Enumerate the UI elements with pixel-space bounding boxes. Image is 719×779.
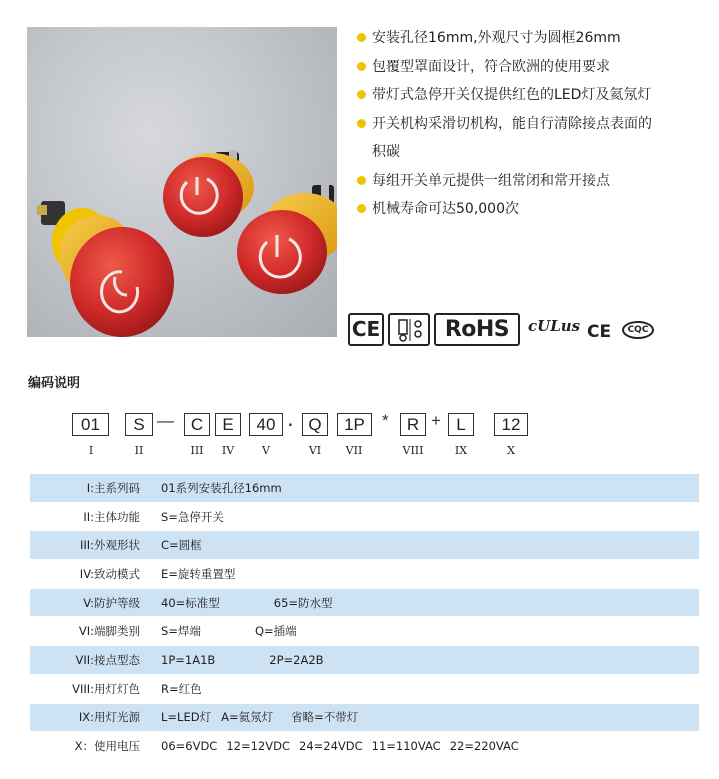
- roman-numeral: VIII: [402, 444, 424, 457]
- roman-numeral: III: [190, 444, 204, 457]
- row-value: [153, 674, 699, 703]
- value-item: E=旋转重置型: [161, 566, 236, 581]
- roman-numeral: I: [88, 444, 94, 457]
- bullet-icon: [357, 204, 366, 213]
- row-value: [153, 560, 699, 589]
- value-item: Q=插端: [254, 624, 297, 639]
- row-label: I:主系列码: [30, 474, 153, 502]
- feature-list: [356, 24, 716, 224]
- table-row: [30, 588, 699, 617]
- code-box: S: [125, 413, 153, 436]
- code-box: 01: [72, 413, 109, 436]
- row-value: [153, 646, 699, 675]
- row-value: [153, 703, 699, 732]
- code-box: 1P: [337, 413, 372, 436]
- feature-item: 每组开关单元提供一组常闭和常开接点: [356, 167, 716, 196]
- code-separator: *: [382, 411, 389, 430]
- code-separator: —: [157, 411, 174, 430]
- table-row: [30, 560, 699, 589]
- table-row: [30, 617, 699, 646]
- table-row: [30, 732, 699, 761]
- value-item: 22=220VAC: [449, 739, 519, 754]
- row-value: [153, 502, 699, 531]
- row-value: [153, 732, 699, 761]
- value-item: 2P=2A2B: [269, 652, 324, 667]
- bullet-icon: [357, 62, 366, 71]
- code-box: Q: [302, 413, 328, 436]
- value-item: S=急停开关: [161, 509, 224, 524]
- table-row: [30, 502, 699, 531]
- feature-item: 机械寿命可达50,000次: [356, 195, 716, 224]
- feature-item: 开关机构采滑切机构，能自行清除接点表面的 积碳: [356, 110, 716, 167]
- roman-numeral: II: [134, 444, 144, 457]
- row-value: [153, 588, 699, 617]
- table-row: [30, 674, 699, 703]
- feature-item: 带灯式急停开关仅提供红色的LED灯及氦氖灯: [356, 81, 716, 110]
- row-value: [153, 617, 699, 646]
- bullet-icon: [357, 90, 366, 99]
- code-separator: .: [288, 411, 293, 430]
- row-label: III:外观形状: [30, 531, 153, 560]
- value-item: 11=110VAC: [371, 739, 441, 754]
- feature-item: 包覆型罩面设计，符合欧洲的使用要求: [356, 53, 716, 82]
- value-item: S=焊端: [161, 624, 201, 639]
- bullet-icon: [357, 119, 366, 128]
- section-title: 编码说明: [28, 376, 81, 391]
- row-label: II:主体功能: [30, 502, 153, 531]
- code-box: R: [400, 413, 426, 436]
- code-separator: +: [431, 411, 441, 430]
- value-item: C=圆框: [161, 538, 202, 553]
- code-box: E: [215, 413, 241, 436]
- row-value: [153, 531, 699, 560]
- row-label: V:防护等级: [30, 588, 153, 617]
- roman-numeral: VII: [345, 444, 363, 457]
- button-back: [163, 150, 254, 237]
- roman-numeral: V: [262, 444, 270, 457]
- roman-numeral: IX: [454, 444, 468, 457]
- value-item: 12=12VDC: [226, 739, 290, 754]
- row-label: VII:接点型态: [30, 646, 153, 675]
- row-value: [153, 474, 699, 502]
- row-label: IX:用灯光源: [30, 703, 153, 732]
- row-label: X：使用电压: [30, 732, 153, 761]
- table-row: [30, 531, 699, 560]
- ce-mark: CE: [587, 322, 612, 342]
- value-item: 06=6VDC: [161, 739, 218, 754]
- table-row: [30, 646, 699, 675]
- roman-numeral: X: [507, 444, 515, 457]
- code-box: L: [448, 413, 474, 436]
- cqc-logo: CQC: [622, 321, 654, 339]
- button-left: [37, 201, 174, 337]
- table-row: [30, 474, 699, 502]
- row-label: VIII:用灯灯色: [30, 674, 153, 703]
- value-item: 24=24VDC: [299, 739, 363, 754]
- value-item: R=红色: [161, 681, 202, 696]
- roman-numeral: VI: [308, 444, 322, 457]
- button-right: [237, 183, 337, 294]
- rohs-logo: RoHS: [434, 313, 520, 346]
- value-item: A=氦氖灯: [221, 710, 274, 725]
- row-label: VI:端脚类别: [30, 617, 153, 646]
- bullet-icon: [357, 176, 366, 185]
- tuv-logo: [388, 313, 430, 346]
- value-item: 01系列安装孔径16mm: [161, 480, 282, 495]
- code-box: C: [184, 413, 210, 436]
- value-item: L=LED灯: [161, 710, 212, 725]
- bullet-icon: [357, 33, 366, 42]
- code-spec-table: [30, 474, 699, 761]
- ul-logo: cULus: [528, 317, 581, 335]
- value-item: 40=标准型: [161, 595, 220, 610]
- value-item: 65=防水型: [273, 595, 333, 610]
- code-box: 12: [494, 413, 528, 436]
- ce-logo: CE: [348, 313, 384, 346]
- product-photo: [27, 27, 337, 337]
- value-item: 1P=1A1B: [161, 652, 216, 667]
- code-box: 40: [249, 413, 283, 436]
- feature-item: 安装孔径16mm,外观尺寸为圆框26mm: [356, 24, 716, 53]
- roman-numeral: IV: [221, 444, 235, 457]
- emergency-stop-buttons-illustration: [27, 27, 337, 337]
- table-row: [30, 703, 699, 732]
- value-item: 省略=不带灯: [291, 710, 359, 725]
- row-label: IV:致动模式: [30, 560, 153, 589]
